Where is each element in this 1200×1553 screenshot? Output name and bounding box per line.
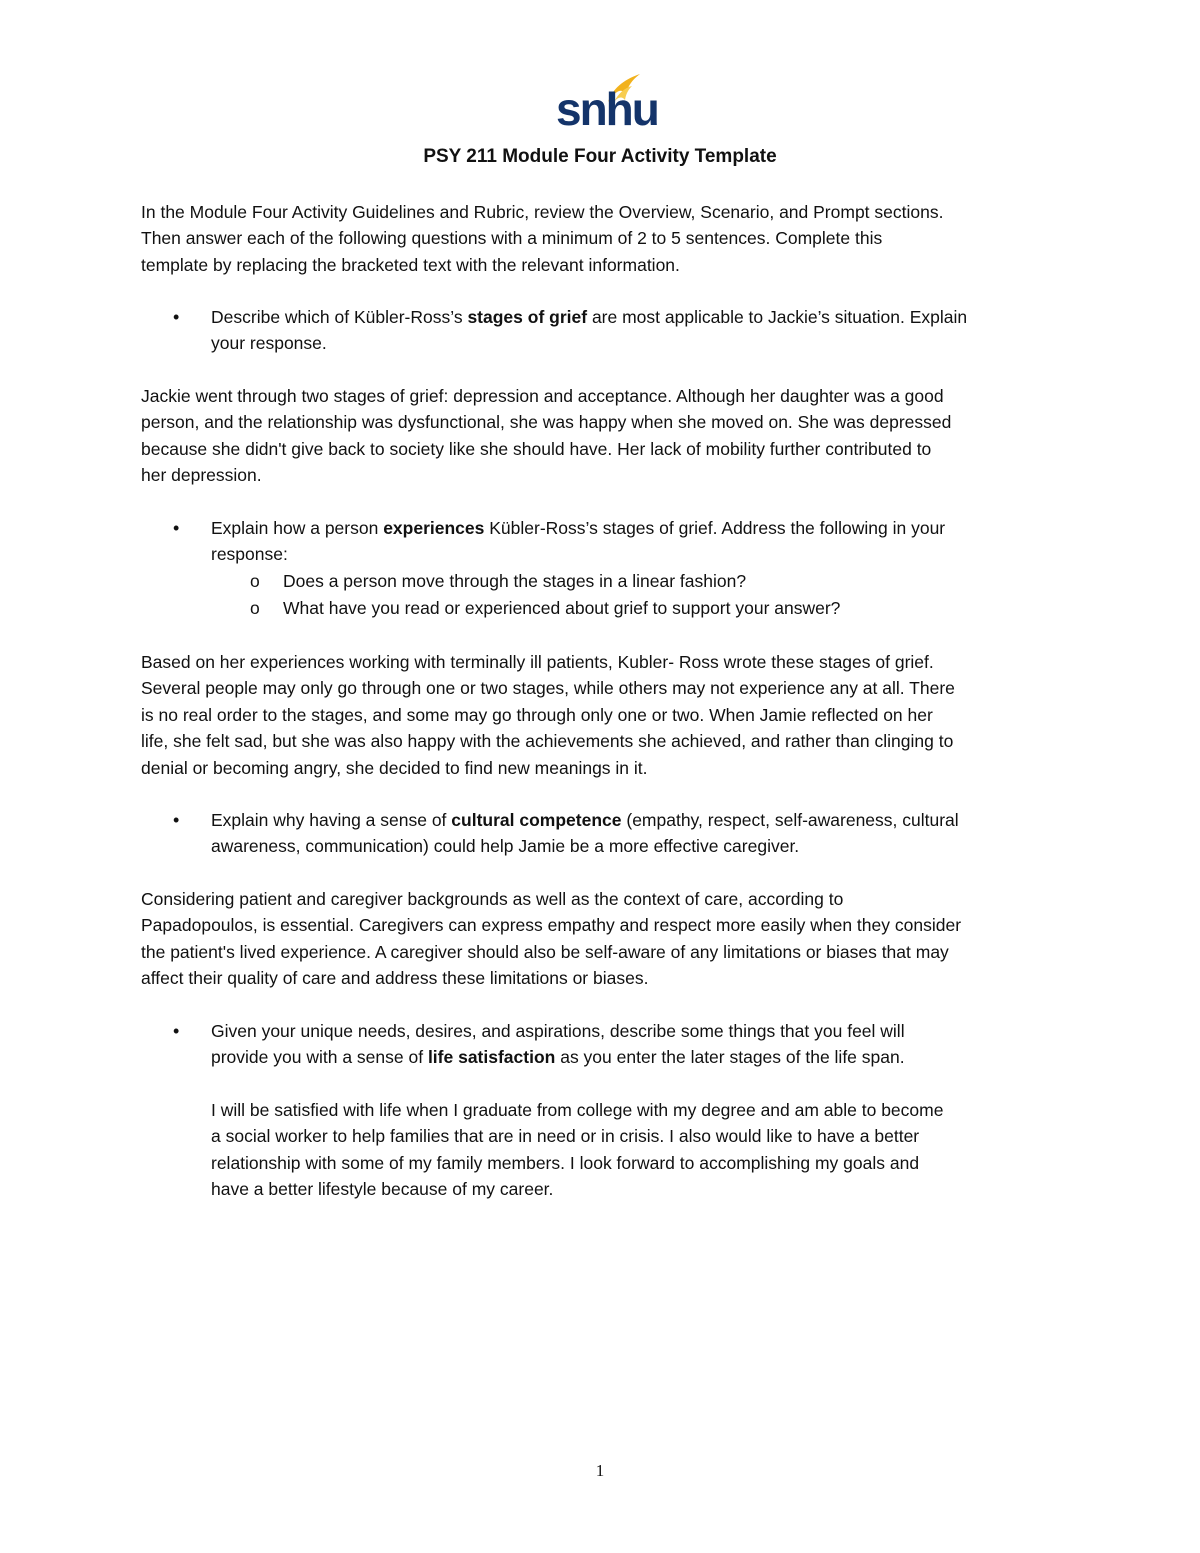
bullet-icon: • (173, 518, 180, 538)
bullet-icon: • (173, 307, 180, 327)
intro-line: In the Module Four Activity Guidelines and Rubric, review the Overview, Scenario, and Prompt sections. (141, 202, 944, 222)
sub-item-text: Does a person move through the stages in a linear fashion? (283, 571, 747, 591)
answer-line: Considering patient and caregiver backgrounds as well as the context of care, according to (141, 889, 844, 909)
answer-line: Based on her experiences working with terminally ill patients, Kubler- Ross wrote these stages of grief. (141, 652, 934, 672)
logo-wordmark: snhu (556, 83, 658, 135)
answer-line: is no real order to the stages, and some may go through only one or two. When Jamie reflected on her (141, 704, 933, 725)
intro-line: template by replacing the bracketed text with the relevant information. (141, 254, 680, 275)
question-2-line-1: Explain how a person experiences Kübler-Ross’s stages of grief. Address the following in your (211, 518, 946, 538)
key-term: stages of grief (467, 307, 588, 327)
bullet-icon: • (173, 1021, 180, 1041)
answer-line: a social worker to help families that are in need or in crisis. I also would like to have a better (211, 1126, 920, 1147)
answer-line: because she didn't give back to society like she should have. Her lack of mobility further contributed to (141, 438, 932, 459)
sub-item-1 (250, 568, 1050, 595)
bullet-icon: • (173, 810, 180, 830)
intro-line: Then answer each of the following questions with a minimum of 2 to 5 sentences. Complete this (141, 228, 883, 249)
question-3 (141, 807, 1071, 861)
answer-line: person, and the relationship was dysfunctional, she was happy when she moved on. She was depressed (141, 412, 952, 433)
question-4-line-1: Given your unique needs, desires, and aspirations, describe some things that you feel will (211, 1021, 905, 1041)
answer-line: have a better lifestyle because of my career. (211, 1179, 554, 1200)
intro-paragraph (141, 199, 1071, 278)
answer-1 (141, 383, 1071, 489)
answer-line: Papadopoulos, is essential. Caregivers can express empathy and respect more easily when they consider (141, 915, 962, 936)
answer-line: affect their quality of care and address these limitations or biases. (141, 968, 649, 989)
question-3-line-1: Explain why having a sense of cultural competence (empathy, respect, self-awareness, cultural (211, 810, 959, 830)
question-1 (141, 304, 1071, 358)
answer-line: life, she felt sad, but she was also happy with the achievements she achieved, and rather than clinging to (141, 731, 954, 752)
sub-item-text: What have you read or experienced about grief to support your answer? (283, 598, 841, 618)
answer-line: the patient's lived experience. A caregiver should also be self-aware of any limitations or biases that may (141, 941, 949, 962)
question-1-line-1: Describe which of Kübler-Ross’s stages of grief are most applicable to Jackie’s situation. Explain (211, 307, 968, 327)
answer-line: Jackie went through two stages of grief: depression and acceptance. Although her daughter was a good (141, 386, 944, 406)
question-4-line-2: provide you with a sense of life satisfaction as you enter the later stages of the life span. (211, 1047, 905, 1068)
question-2 (141, 515, 1071, 569)
key-term: life satisfaction (427, 1047, 556, 1068)
answer-3 (141, 886, 1071, 992)
question-4 (141, 1018, 1071, 1072)
answer-line: her depression. (141, 465, 262, 486)
answer-line: relationship with some of my family members. I look forward to accomplishing my goals and (211, 1152, 920, 1173)
question-1-line-2: your response. (211, 333, 327, 354)
snhu-logo (554, 72, 658, 135)
sub-bullet-icon: o (250, 571, 260, 591)
answer-line: Several people may only go through one or two stages, while others may not experience any at all. There (141, 678, 955, 699)
answer-4 (211, 1097, 1071, 1203)
page-title: PSY 211 Module Four Activity Template (423, 146, 777, 167)
question-2-line-2: response: (211, 544, 288, 565)
sub-bullet-icon: o (250, 598, 260, 618)
answer-line: I will be satisfied with life when I graduate from college with my degree and am able to become (211, 1100, 944, 1120)
key-term: cultural competence (451, 810, 622, 830)
answer-line: denial or becoming angry, she decided to find new meanings in it. (141, 757, 648, 778)
page-number: 1 (595, 1461, 605, 1480)
answer-2 (141, 649, 1071, 781)
sub-item-2 (250, 595, 1050, 622)
question-3-line-2: awareness, communication) could help Jamie be a more effective caregiver. (211, 836, 800, 857)
key-term: experiences (383, 518, 485, 538)
